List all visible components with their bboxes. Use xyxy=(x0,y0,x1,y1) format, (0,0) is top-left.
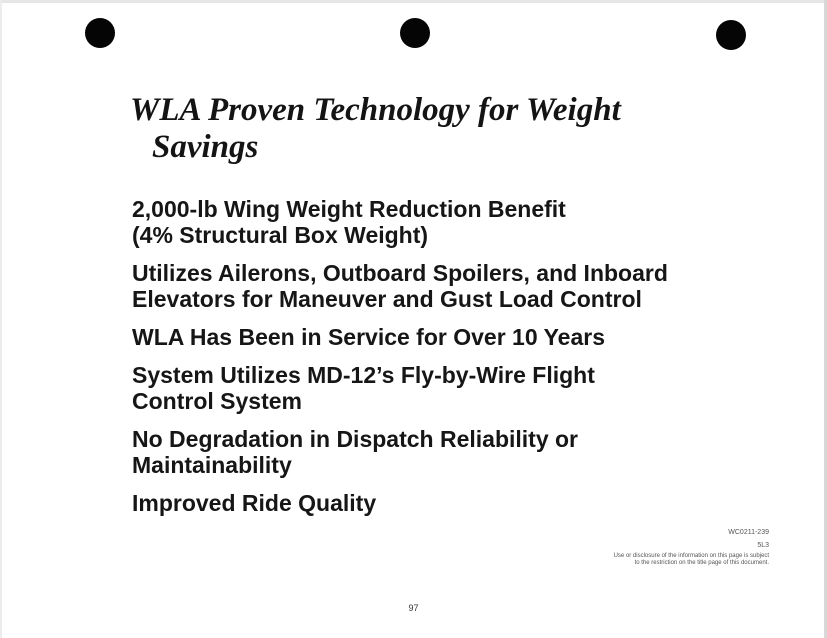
bullet-line: Maintainability xyxy=(132,452,292,478)
page-top-edge xyxy=(0,0,827,3)
document-code: WC0211-239 xyxy=(728,529,769,536)
bullet-line: Control System xyxy=(132,388,302,414)
bullet-service-history xyxy=(132,324,772,350)
bullet-line: 2,000-lb Wing Weight Reduction Benefit xyxy=(132,196,566,222)
bullet-ride-quality xyxy=(132,490,772,516)
disclosure-notice xyxy=(549,553,769,567)
slide-title-line-1: WLA Proven Technology for Weight xyxy=(130,92,621,128)
revision-code: 5L3 xyxy=(757,542,769,549)
punch-hole-left xyxy=(85,18,115,48)
bullet-line: System Utilizes MD-12’s Fly-by-Wire Flight xyxy=(132,362,595,388)
disclosure-line-2: to the restriction on the title page of this document. xyxy=(634,560,769,566)
slide-title-line-2: Savings xyxy=(152,129,259,165)
bullet-fly-by-wire xyxy=(132,362,772,414)
bullet-control-surfaces xyxy=(132,260,772,312)
bullet-line: WLA Has Been in Service for Over 10 Years xyxy=(132,324,606,350)
bullet-line: Elevators for Maneuver and Gust Load Control xyxy=(132,286,642,312)
punch-hole-right xyxy=(716,20,746,50)
bullet-line: Utilizes Ailerons, Outboard Spoilers, and Inboard xyxy=(132,260,668,286)
bullet-list xyxy=(132,196,772,528)
punch-hole-center xyxy=(400,18,430,48)
bullet-dispatch-reliability xyxy=(132,426,772,478)
bullet-line: Improved Ride Quality xyxy=(132,490,377,516)
slide-title xyxy=(130,92,730,166)
disclosure-line-1: Use or disclosure of the information on this page is subject xyxy=(613,553,769,559)
bullet-line: No Degradation in Dispatch Reliability or xyxy=(132,426,579,452)
page-number: 97 xyxy=(408,603,419,613)
page-left-edge xyxy=(0,0,2,638)
bullet-weight-reduction xyxy=(132,196,772,248)
bullet-line: (4% Structural Box Weight) xyxy=(132,222,429,248)
